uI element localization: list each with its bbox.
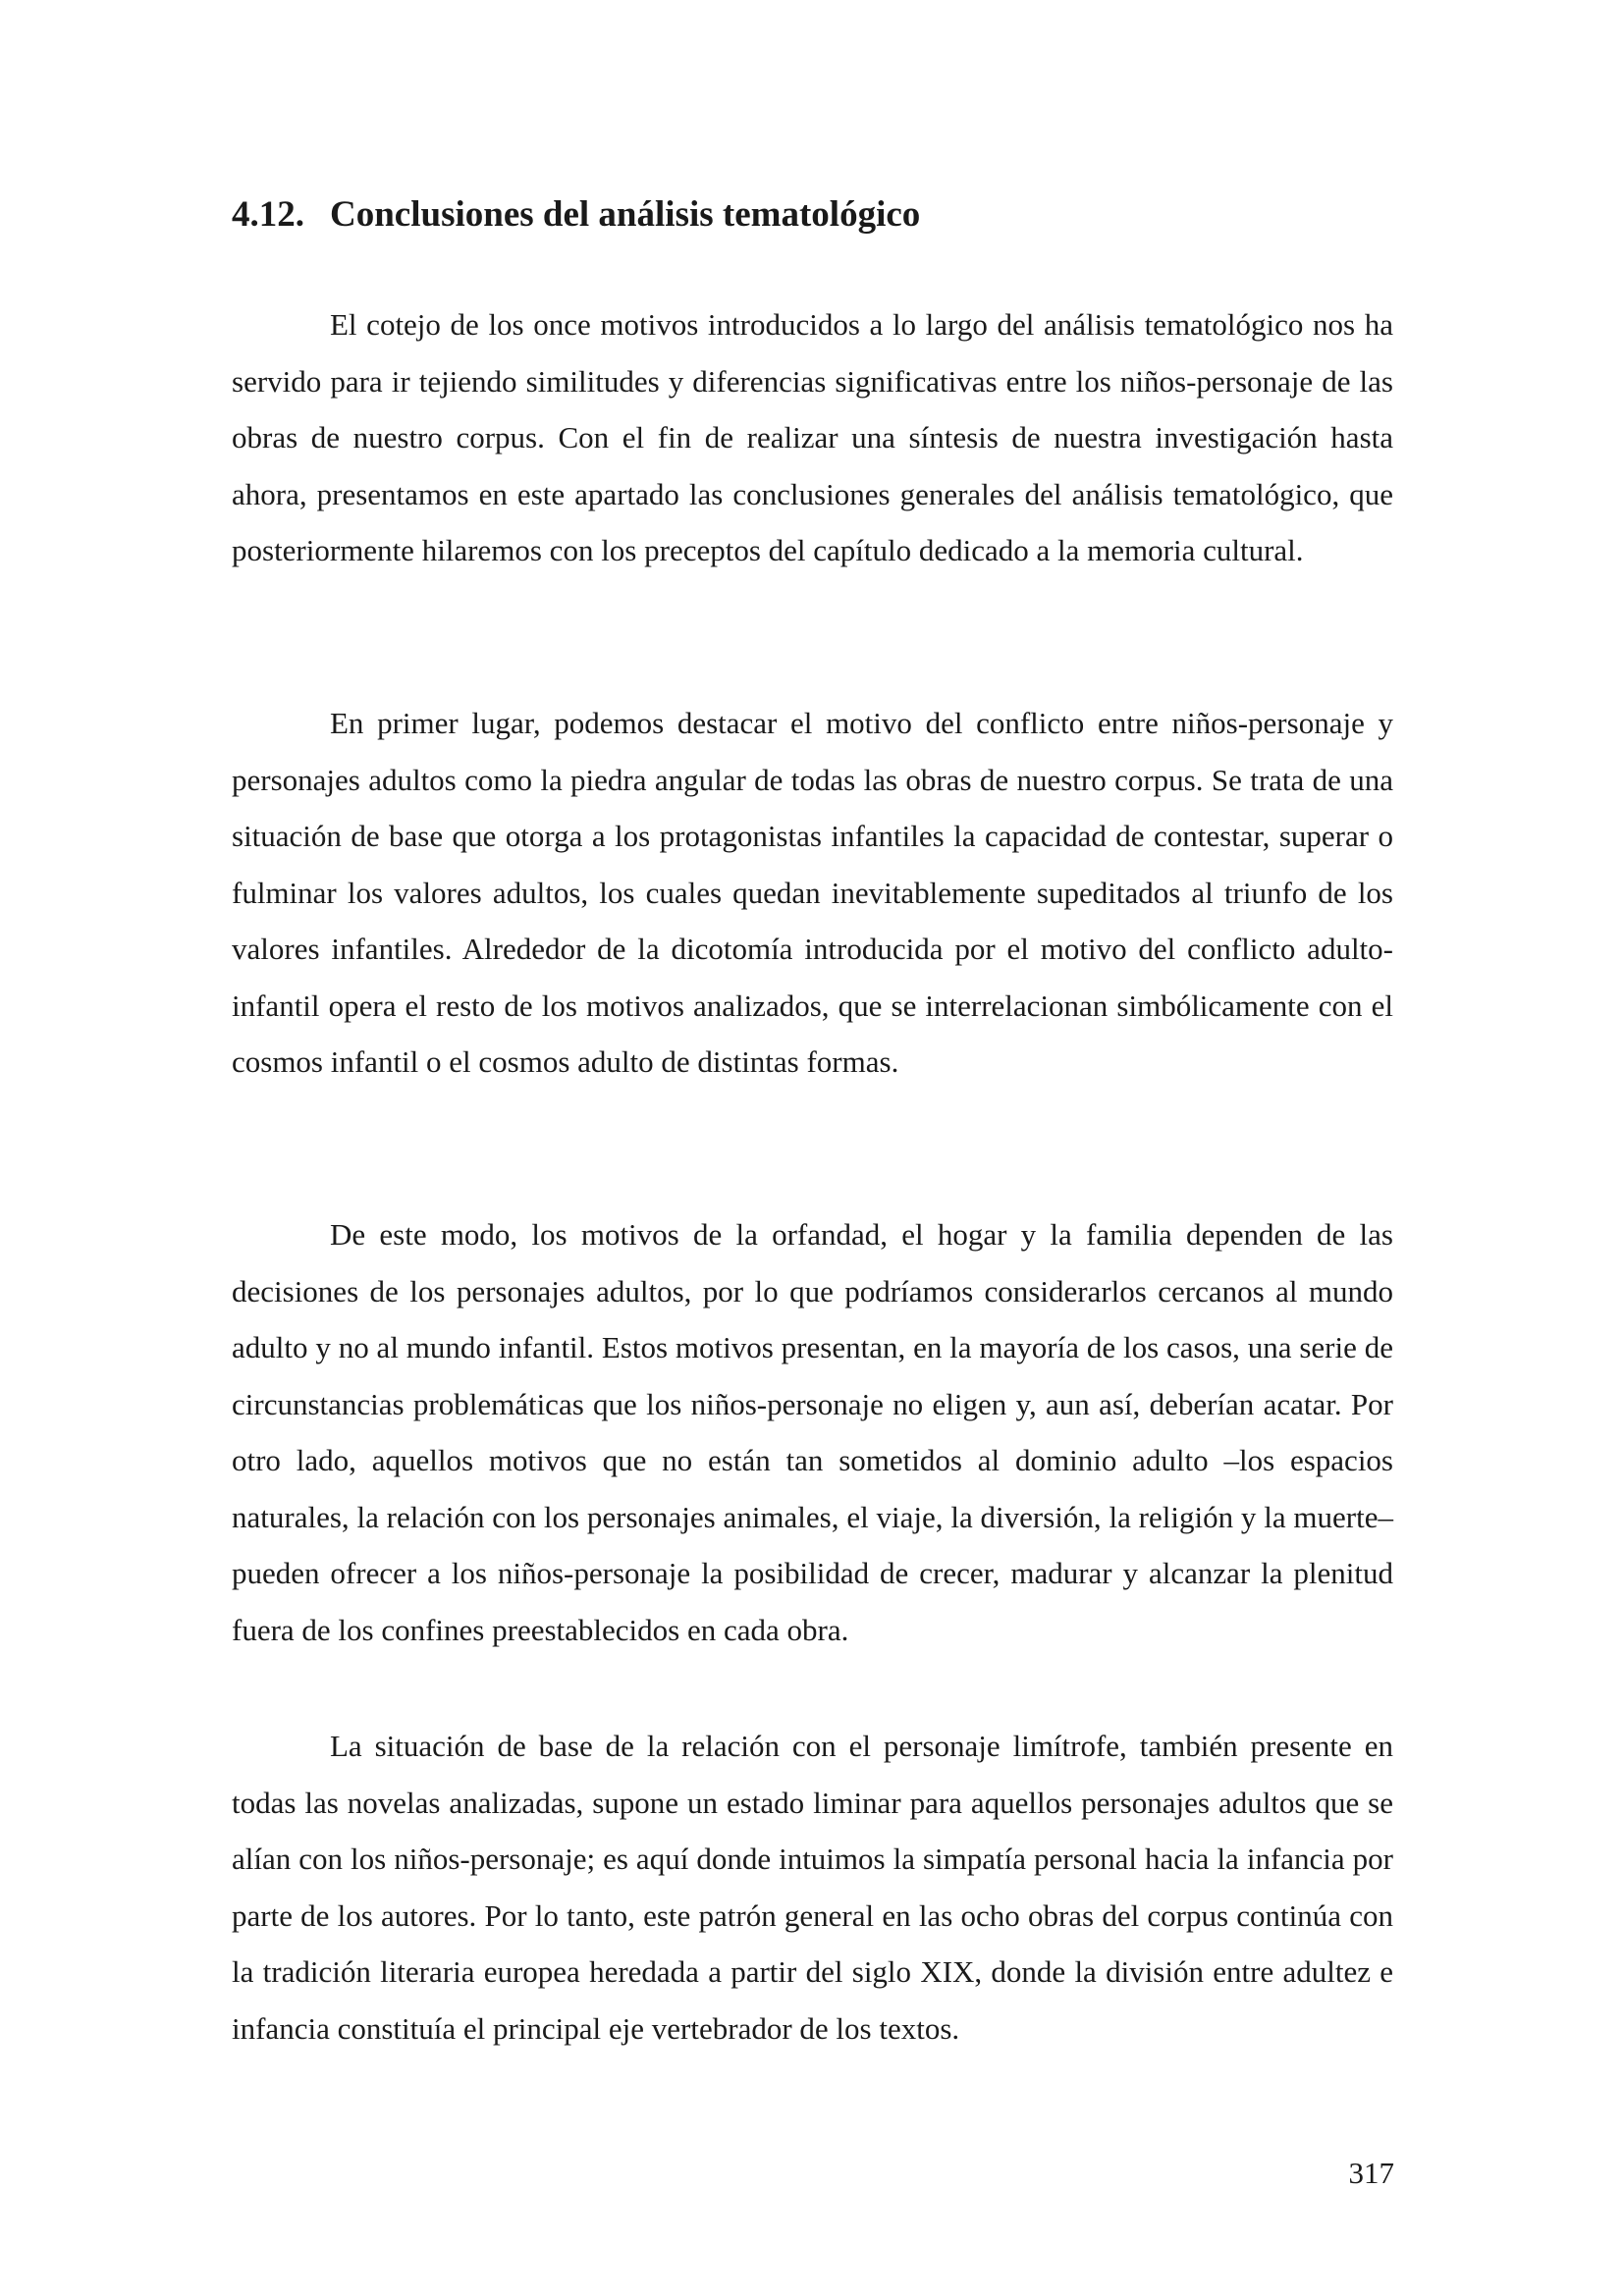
body-paragraph: El cotejo de los once motivos introducidos a lo largo del análisis tematológico nos ha servido para ir tejiendo similitudes y diferencias significativas entre los niños-personaje de las obras de nuestro corpus. Con el fin de realizar una síntesis de nuestra investigación hasta ahora, presentamos en este apartado las conclusiones generales del análisis tematológico, que posteriormente hilaremos con los preceptos del capítulo dedicado a la memoria cultural. [232,307,1393,567]
body-paragraph: En primer lugar, podemos destacar el motivo del conflicto entre niños-personaje y personajes adultos como la piedra angular de todas las obras de nuestro corpus. Se trata de una situación de base que otorga a los protagonistas infantiles la capacidad de contestar, superar o fulminar los valores adultos, los cuales quedan inevitablemente supeditados al triunfo de los valores infantiles. Alrededor de la dicotomía introducida por el motivo del conflicto adulto-infantil opera el resto de los motivos analizados, que se interrelacionan simbólicamente con el cosmos infantil o el cosmos adulto de distintas formas. [232,706,1393,1079]
page-number: 317 [1348,2156,1394,2190]
body-paragraph: La situación de base de la relación con el personaje limítrofe, también presente en todas las novelas analizadas, supone un estado liminar para aquellos personajes adultos que se alían con los niños-personaje; es aquí donde intuimos la simpatía personal hacia la infancia por parte de los autores. Por lo tanto, este patrón general en las ocho obras del corpus continúa con la tradición literaria europea heredada a partir del siglo XIX, donde la división entre adultez e infancia constituía el principal eje vertebrador de los textos. [232,1729,1393,2046]
section-title: Conclusiones del análisis tematológico [330,194,921,235]
section-number: 4.12. [232,194,304,235]
section-heading [232,190,920,240]
body-paragraph: De este modo, los motivos de la orfandad, el hogar y la familia dependen de las decisiones de los personajes adultos, por lo que podríamos considerarlos cercanos al mundo adulto y no al mundo infantil. Estos motivos presentan, en la mayoría de los casos, una serie de circunstancias problemáticas que los niños-personaje no eligen y, aun así, deberían acatar. Por otro lado, aquellos motivos que no están tan sometidos al dominio adulto –los espacios naturales, la relación con los personajes animales, el viaje, la diversión, la religión y la muerte– pueden ofrecer a los niños-personaje la posibilidad de crecer, madurar y alcanzar la plenitud fuera de los confines preestablecidos en cada obra. [232,1217,1393,1647]
